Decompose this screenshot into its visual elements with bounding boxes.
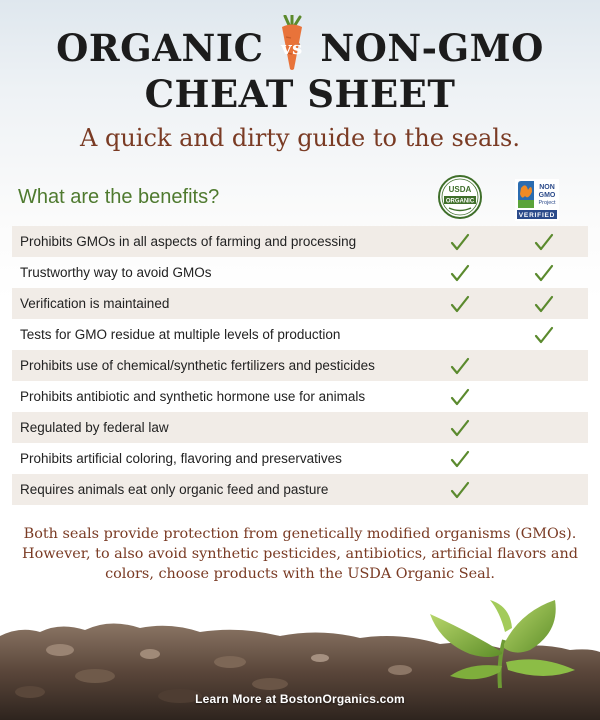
benefit-row bbox=[12, 443, 588, 474]
summary-text: Both seals provide protection from genetically modified organisms (GMOs). However, to also avoid synthetic pesticides, antibiotics, artificial flavors and colors, choose products with the USDA Organic Seal. bbox=[22, 526, 578, 582]
checkmark-icon bbox=[450, 449, 470, 469]
benefit-row bbox=[12, 288, 588, 319]
benefit-label: Verification is maintained bbox=[20, 296, 170, 311]
benefit-row bbox=[12, 381, 588, 412]
benefit-label: Prohibits artificial coloring, flavoring and preservatives bbox=[20, 451, 342, 466]
benefit-label: Trustworthy way to avoid GMOs bbox=[20, 265, 212, 280]
benefit-label: Prohibits use of chemical/synthetic fertilizers and pesticides bbox=[20, 358, 375, 373]
non-gmo-project-seal-icon bbox=[514, 178, 560, 222]
benefits-heading: What are the benefits? bbox=[18, 186, 220, 208]
footer-link[interactable]: Learn More at BostonOrganics.com bbox=[195, 692, 405, 706]
checkmark-icon bbox=[534, 325, 554, 345]
checkmark-icon bbox=[450, 387, 470, 407]
benefit-label: Requires animals eat only organic feed and pasture bbox=[20, 482, 329, 497]
usda-seal-top-text: USDA bbox=[448, 185, 472, 194]
benefit-row bbox=[12, 319, 588, 350]
title-line-1 bbox=[0, 28, 600, 72]
checkmark-icon bbox=[450, 263, 470, 283]
nongmo-seal-l2: GMO bbox=[538, 192, 556, 199]
nongmo-seal-band: VERIFIED bbox=[518, 212, 556, 219]
benefit-row bbox=[12, 474, 588, 505]
benefit-label: Prohibits antibiotic and synthetic hormone use for animals bbox=[20, 389, 366, 404]
checkmark-icon bbox=[534, 263, 554, 283]
checkmark-icon bbox=[450, 232, 470, 252]
title-vs bbox=[279, 29, 305, 69]
benefit-row bbox=[12, 257, 588, 288]
benefit-label: Regulated by federal law bbox=[20, 420, 169, 435]
title-organic: ORGANIC bbox=[56, 26, 264, 70]
checkmark-icon bbox=[450, 356, 470, 376]
benefits-table bbox=[12, 226, 588, 505]
page-title bbox=[0, 28, 600, 116]
title-non-gmo: NON-GMO bbox=[320, 26, 544, 70]
title-vs-text: vs bbox=[281, 37, 303, 59]
checkmark-icon bbox=[450, 480, 470, 500]
checkmark-icon bbox=[534, 294, 554, 314]
nongmo-seal-l1: NON bbox=[539, 184, 555, 191]
usda-seal-band-text: ORGANIC bbox=[445, 198, 475, 205]
usda-organic-seal-icon bbox=[438, 175, 482, 219]
benefit-label: Tests for GMO residue at multiple levels of production bbox=[20, 327, 341, 342]
subtitle: A quick and dirty guide to the seals. bbox=[80, 124, 520, 152]
title-line-2: CHEAT SHEET bbox=[144, 71, 456, 116]
benefit-label: Prohibits GMOs in all aspects of farming and processing bbox=[20, 234, 357, 249]
nongmo-seal-l3: Project bbox=[538, 200, 556, 206]
checkmark-icon bbox=[534, 232, 554, 252]
benefit-row bbox=[12, 350, 588, 381]
checkmark-icon bbox=[450, 418, 470, 438]
checkmark-icon bbox=[450, 294, 470, 314]
benefit-row bbox=[12, 226, 588, 257]
benefit-row bbox=[12, 412, 588, 443]
